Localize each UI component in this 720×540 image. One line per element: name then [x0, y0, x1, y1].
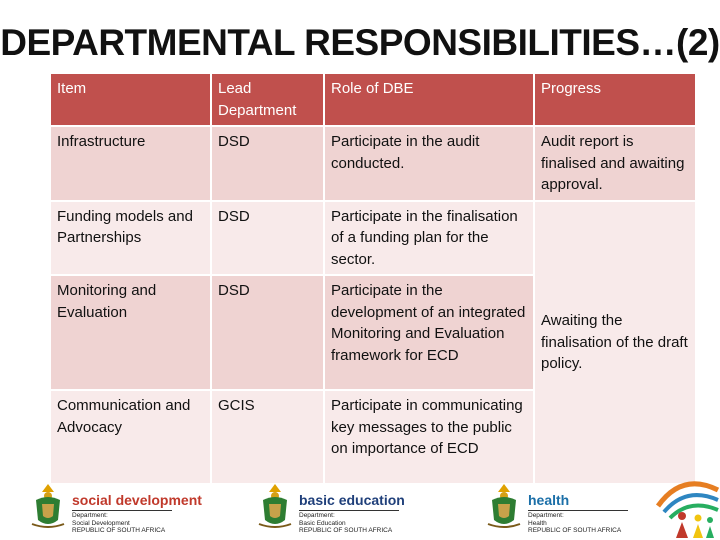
cell-item: Communication and Advocacy [50, 390, 211, 484]
cell-progress-merged: Awaiting the finalisation of the draft policy. [534, 201, 696, 485]
cell-role: Participate in communicating key messages to the public on importance of ECD [324, 390, 534, 484]
header-progress: Progress [534, 73, 696, 126]
logo-name: health [528, 492, 570, 508]
logo-subtitle: Department: Social Development REPUBLIC OF SOUTH AFRICA [72, 512, 166, 534]
coat-of-arms-icon [484, 482, 524, 532]
logo-divider [72, 510, 172, 511]
slide-title: DEPARTMENTAL RESPONSIBILITIES…(2) [0, 22, 720, 63]
header-role: Role of DBE [324, 73, 534, 126]
header-item: Item [50, 73, 211, 126]
cell-lead: DSD [211, 201, 324, 276]
table-header-row [50, 73, 696, 126]
cell-lead: GCIS [211, 390, 324, 484]
cell-item: Infrastructure [50, 126, 211, 201]
cell-lead: DSD [211, 275, 324, 390]
logo-divider [299, 510, 399, 511]
logo-subtitle: Department: Basic Education REPUBLIC OF SOUTH AFRICA [299, 512, 393, 534]
cell-role: Participate in the finalisation of a funding plan for the sector. [324, 201, 534, 276]
logo-name: social development [72, 492, 202, 508]
cell-item: Funding models and Partnerships [50, 201, 211, 276]
cell-progress: Audit report is finalised and awaiting approval. [534, 126, 696, 201]
logo-divider [528, 510, 628, 511]
cell-role: Participate in the audit conducted. [324, 126, 534, 201]
coat-of-arms-icon [28, 482, 68, 532]
responsibilities-table [49, 72, 697, 485]
cell-item: Monitoring and Evaluation [50, 275, 211, 390]
logo-subtitle: Department: Health REPUBLIC OF SOUTH AFRICA [528, 512, 622, 534]
header-lead-department: Lead Department [211, 73, 324, 126]
coat-of-arms-icon [255, 482, 295, 532]
cell-role: Participate in the development of an integrated Monitoring and Evaluation framework for ECD [324, 275, 534, 390]
footer-logos [0, 476, 720, 540]
cell-lead: DSD [211, 126, 324, 201]
logo-name: basic education [299, 492, 405, 508]
table-row [50, 201, 696, 276]
ecd-emblem-icon [652, 476, 720, 540]
table-row [50, 126, 696, 201]
